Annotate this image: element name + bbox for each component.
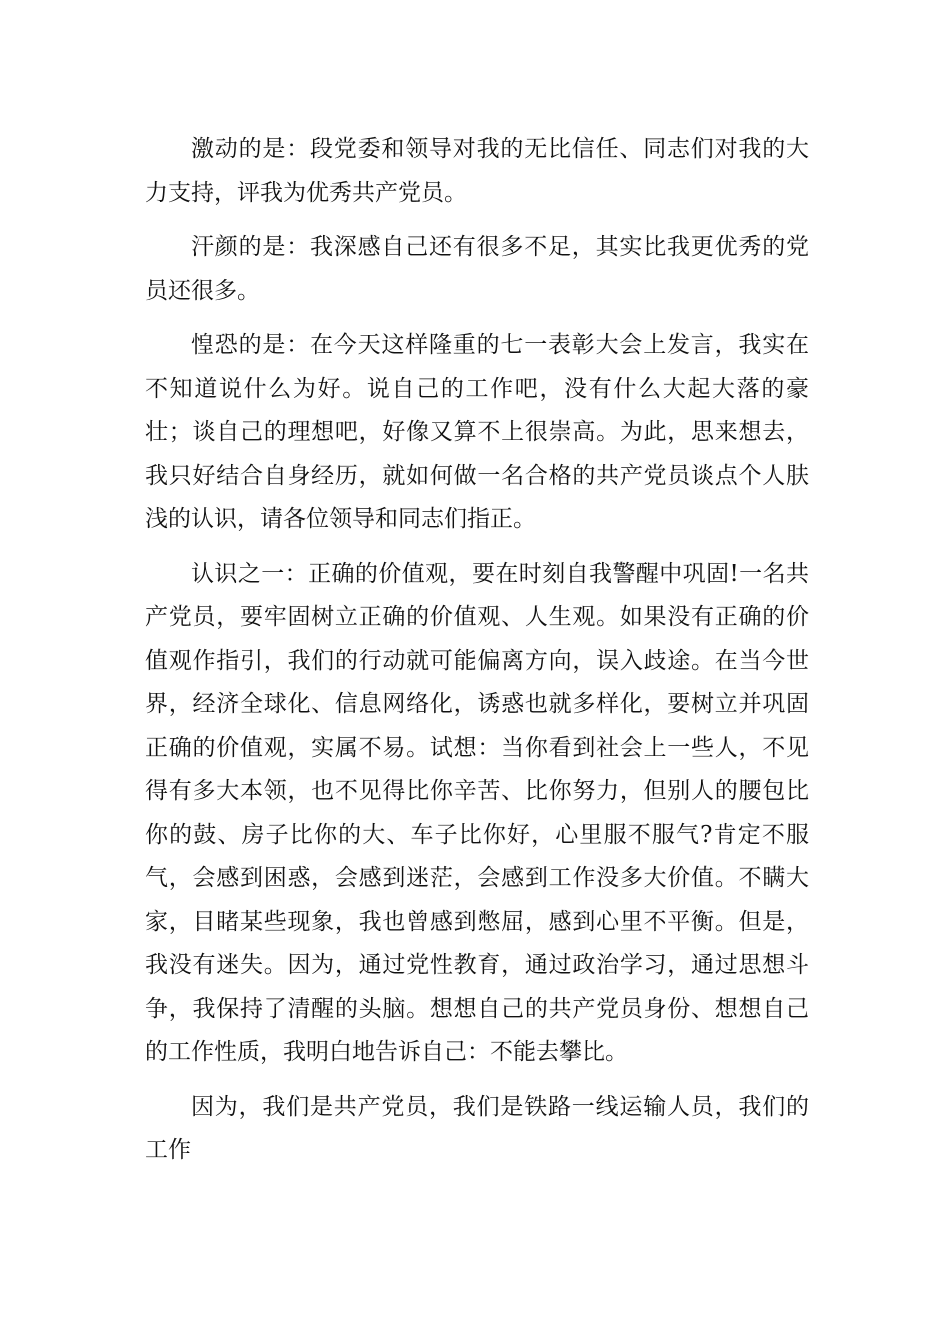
- paragraph-1: 激动的是：段党委和领导对我的无比信任、同志们对我的大力支持，评我为优秀共产党员。: [145, 136, 809, 206]
- document-body: [145, 128, 809, 1184]
- paragraph-2: 汗颜的是：我深感自己还有很多不足，其实比我更优秀的党员还很多。: [145, 234, 809, 304]
- paragraph-5: 因为，我们是共产党员，我们是铁路一线运输人员，我们的工作: [145, 1093, 809, 1163]
- paragraph-3: 惶恐的是：在今天这样隆重的七一表彰大会上发言，我实在不知道说什么为好。说自己的工作吧，没有什么大起大落的豪壮；谈自己的理想吧，好像又算不上很崇高。为此，思来想去，我只好结合自身经历，就如何做一名合格的共产党员谈点个人肤浅的认识，请各位领导和同志们指正。: [145, 332, 809, 532]
- paragraph-4: 认识之一：正确的价值观，要在时刻自我警醒中巩固!一名共产党员，要牢固树立正确的价值观、人生观。如果没有正确的价值观作指引，我们的行动就可能偏离方向，误入歧途。在当今世界，经济全球化、信息网络化，诱惑也就多样化，要树立并巩固正确的价值观，实属不易。试想：当你看到社会上一些人，不见得有多大本领，也不见得比你辛苦、比你努力，但别人的腰包比你的鼓、房子比你的大、车子比你好，心里服不服气?肯定不服气，会感到困惑，会感到迷茫，会感到工作没多大价值。不瞒大家，目睹某些现象，我也曾感到憋屈，感到心里不平衡。但是，我没有迷失。因为，通过党性教育，通过政治学习，通过思想斗争，我保持了清醒的头脑。想想自己的共产党员身份、想想自己的工作性质，我明白地告诉自己：不能去攀比。: [145, 560, 809, 1065]
